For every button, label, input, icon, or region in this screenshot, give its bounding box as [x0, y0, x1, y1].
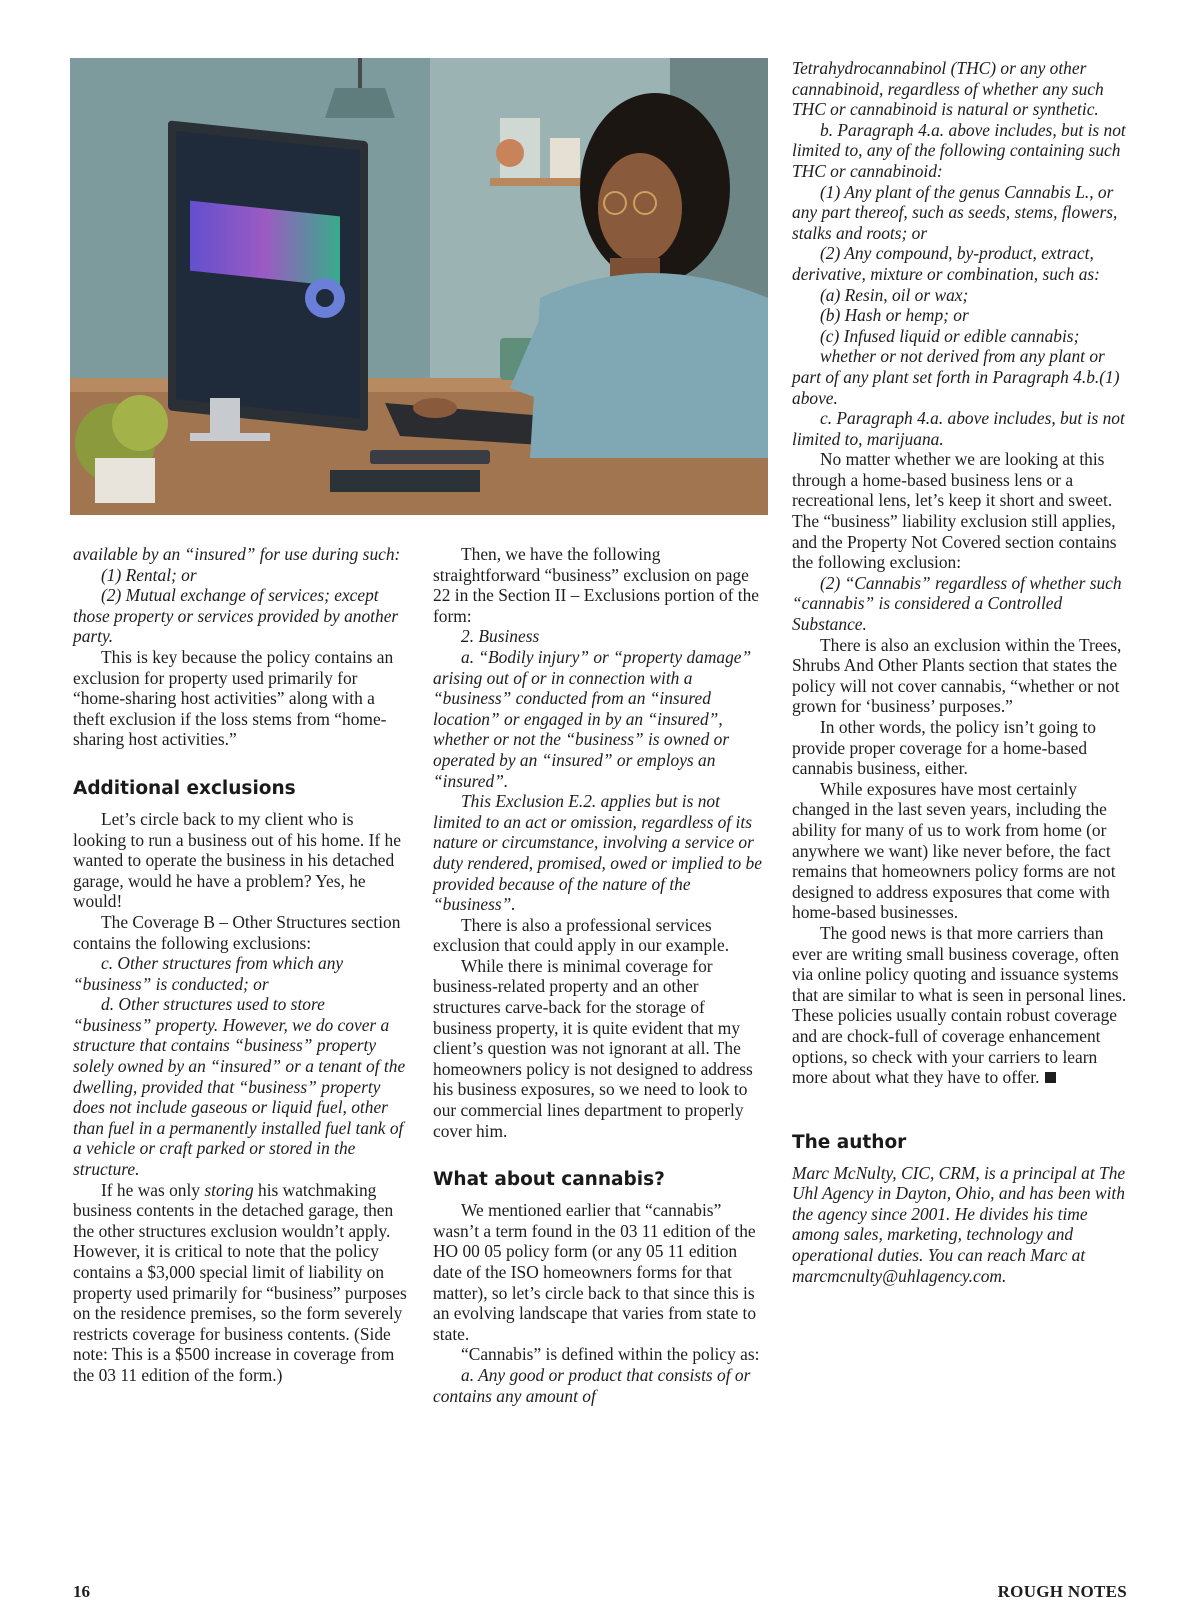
paragraph: The good news is that more carriers than ever are writing small business coverage, often via online policy quoting and issuance systems that are similar to what is seen in personal lines. These policies usually contain robust coverage and are chock-full of coverage enhancement options, so check with your carriers to learn more about what they have to offer. — [792, 922, 1127, 1088]
paragraph: There is also a professional services exclusion that could apply in our example. — [433, 914, 730, 956]
column-2 — [433, 544, 768, 1406]
paragraph: (1) Rental; or — [101, 564, 197, 585]
paragraph: Then, we have the following straightforward “business” exclusion on page 22 in the Section II – Exclusions portion of the form: — [433, 544, 760, 626]
paragraph: (a) Resin, oil or wax; — [820, 284, 969, 305]
paragraph: In other words, the policy isn’t going to provide proper coverage for a home-based cannabis business, either. — [792, 717, 1096, 779]
paragraph: While there is minimal coverage for business-related property and an other structures carve-back for the storage of business property, it is quite evident that my client’s question was not ignorant at all. The homeowners policy is not designed to address his business exposures, so we need to look to our commercial lines department to properly cover him. — [433, 955, 753, 1141]
paragraph: a. Any good or product that consists of or contains any amount of — [433, 1364, 751, 1406]
publication-name: ROUGH NOTES — [997, 1582, 1127, 1601]
article-photo — [70, 58, 768, 515]
paragraph: (b) Hash or hemp; or — [820, 305, 969, 326]
paragraph: (1) Any plant of the genus Cannabis L., or any part thereof, such as seeds, stems, flowers, stalks and roots; or — [792, 181, 1118, 243]
column-1 — [73, 544, 407, 1386]
section-heading-cannabis: What about cannabis? — [433, 1169, 665, 1191]
paragraph: whether or not derived from any plant or part of any plant set forth in Paragraph 4.b.(1) above. — [792, 346, 1120, 408]
paragraph: c. Other structures from which any “business” is conducted; or — [73, 953, 344, 994]
paragraph: “Cannabis” is defined within the policy as: — [461, 1344, 760, 1365]
column-3 — [792, 58, 1127, 1286]
woman-at-computer-illustration — [70, 58, 768, 515]
paragraph: d. Other structures used to store “business” property. However, we do cover a structure that contains “business” property solely owned by an “insured” or a tenant of the dwelling, provided that “business” property does not include gaseous or liquid fuel, other than fuel in a permanently installed fuel tank of a vehicle or craft parked or stored in the structure. — [73, 994, 406, 1180]
paragraph: 2. Business — [461, 626, 540, 647]
end-mark-icon — [1045, 1072, 1056, 1083]
paragraph: a. “Bodily injury” or “property damage” arising out of or in connection with a “business” conducted from an “insured location” or engaged in by an “insured”, whether or not the “business” is owned or operated by an “insured” or employs an “insured”. — [433, 646, 752, 791]
paragraph: This Exclusion E.2. applies but is not limited to an act or omission, regardless of its nature or circumstance, involving a service or duty rendered, promised, owed or implied to be provided because of the nature of the “business”. — [433, 791, 762, 915]
section-heading-author: The author — [792, 1131, 907, 1153]
paragraph: available by an “insured” for use during such: — [73, 544, 401, 564]
paragraph: (2) “Cannabis” regardless of whether such “cannabis” is considered a Controlled Substance. — [792, 572, 1122, 635]
paragraph: If he was only storing his watchmaking business contents in the detached garage, then the other structures exclusion wouldn’t apply. However, it is critical to note that the policy contains a $3,000 special limit of liability on property used primarily for “business” purposes on the residence premises, so the form severely restricts coverage for business contents. (Side note: This is a $500 increase in coverage from the 03 11 edition of the form.) — [73, 1179, 407, 1385]
paragraph: Tetrahydrocannabinol (THC) or any other cannabinoid, regardless of whether any such THC or cannabinoid is natural or synthetic. — [792, 58, 1104, 120]
paragraph: There is also an exclusion within the Trees, Shrubs And Other Plants section that states the policy will not cover cannabis, “whether or not grown for ‘business’ purposes.” — [792, 634, 1122, 717]
paragraph: (2) Any compound, by-product, extract, derivative, mixture or combination, such as: — [792, 243, 1100, 284]
paragraph: We mentioned earlier that “cannabis” wasn’t a term found in the 03 11 edition of the HO 00 05 policy form (or any 05 11 edition date of the ISO homeowners forms for that matter), so let’s circle back to that since this is an evolving landscape that varies from state to state. — [433, 1200, 757, 1344]
page-number: 16 — [73, 1582, 90, 1601]
author-bio: Marc McNulty, CIC, CRM, is a principal at The Uhl Agency in Dayton, Ohio, and has been with the agency since 2001. He divides his time among sales, marketing, technology and operational duties. You can reach Marc at marcmcnulty@uhlagency.com. — [792, 1162, 1126, 1286]
paragraph: While exposures have most certainly changed in the last seven years, including the ability for many of us to work from home (or anywhere we want) like never before, the fact remains that homeowners policy forms are not designed to address exposures that come with home-based businesses. — [792, 778, 1116, 923]
paragraph: (c) Infused liquid or edible cannabis; — [820, 325, 1080, 346]
paragraph: c. Paragraph 4.a. above includes, but is not limited to, marijuana. — [792, 408, 1125, 449]
section-heading-additional-exclusions: Additional exclusions — [73, 777, 296, 799]
paragraph: b. Paragraph 4.a. above includes, but is not limited to, any of the following containing such THC or cannabinoid: — [792, 119, 1126, 181]
paragraph: (2) Mutual exchange of services; except those property or services provided by another party. — [73, 585, 399, 647]
paragraph: No matter whether we are looking at this through a home-based business lens or a recreational lens, let’s keep it short and sweet. The “business” liability exclusion still applies, and the Property Not Covered section contains the following exclusion: — [792, 449, 1117, 573]
paragraph: This is key because the policy contains an exclusion for property used primarily for “home-sharing host activities” along with a theft exclusion if the loss stems from “home-sharing host activities.” — [73, 646, 394, 750]
paragraph: Let’s circle back to my client who is looking to run a business out of his home. If he wanted to operate the business in his detached garage, would he have a problem? Yes, he would! — [73, 808, 401, 912]
paragraph: The Coverage B – Other Structures section contains the following exclusions: — [73, 911, 401, 953]
